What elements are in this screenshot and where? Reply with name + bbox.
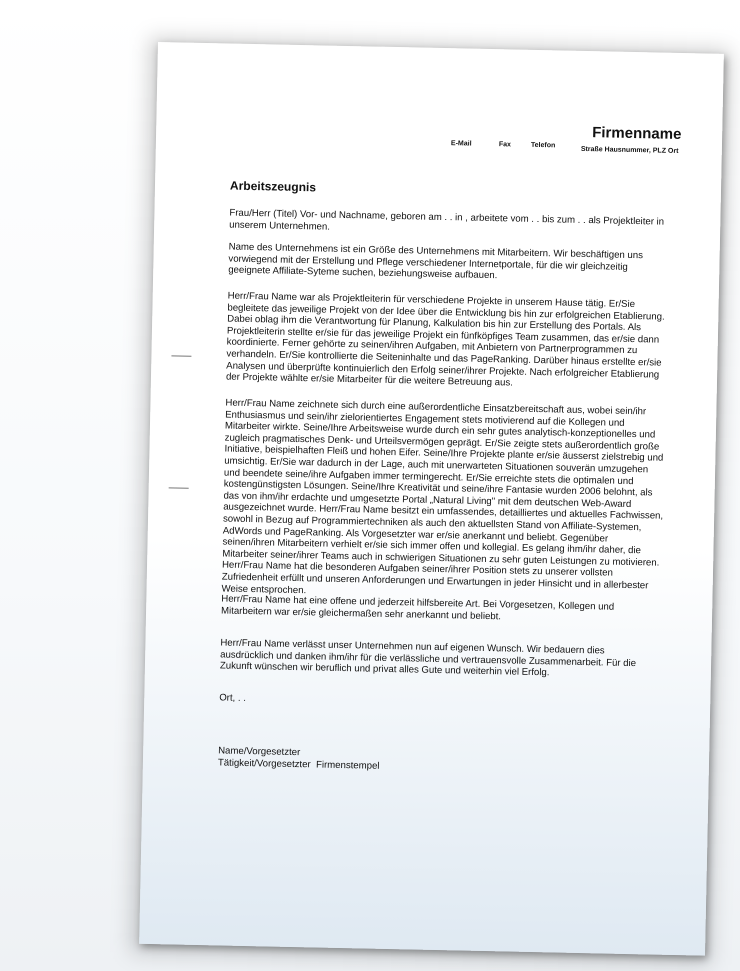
paragraph-text: Herr/Frau Name verlässt unser Unternehmen nun auf eigenen Wunsch. Wir bedauern dies ausdrücklich und danken ihm/ihr für die verlässliche und vertrauensvolle Zusammenarbeit. Für die Zukunft wünschen wir beruflich und privat alles Gute und weiterhin viel Erfolg.	[219, 637, 637, 679]
email-label: E-Mail	[450, 140, 472, 148]
phone-label: Telefon	[530, 141, 556, 150]
paragraph-intro	[229, 208, 669, 240]
signature-name: Name/Vorgesetzter	[218, 745, 301, 759]
document-page	[139, 42, 724, 956]
place-date	[219, 692, 659, 713]
paragraph-closing	[220, 637, 661, 681]
document-title: Arbeitszeugnis	[229, 178, 317, 195]
paragraph-text: Name des Unternehmens ist ein Größe des Unternehmens mit Mitarbeitern. Wir beschäftigen uns vorwiegend mit der Erstellung und Pflege verschiedener Internetportale, für die wir gleichzeitig geeignete Affiliate-Syteme suchen, beziehungsweise aufbauen.	[228, 241, 644, 282]
company-name: Firmenname	[592, 124, 682, 143]
paragraph-text: Frau/Herr (Titel) Vor- und Nachname, geboren am . . in , arbeitete vom . . bis zum . . als Projektleiter in unserem Unternehmen.	[229, 207, 665, 233]
paragraph-text: Herr/Frau Name war als Projektleiterin für verschiedene Projekte in unserem Hause tätig. Er/Sie begleitete das jeweilige Projekt von der Idee über die Entwicklung bis hin zur erfolgreichen Etablierung. Dabei oblag ihm die Verantwortung für Planung, Kalkulation bis hin zur Erstellung des Portals. Als Projektleiterin stellte er/sie für das jeweilige Projekt ein fünfköpfiges Team zusammen, das er/sie dann koordinierte. Ferner gehörte zu seinen/ihren Aufgaben, mit Anbietern von Partnerprogrammen zu verhandeln. Er/Sie kontrollierte die Seiteninhalte und das PageRanking. Darüber hinaus erstellte er/sie Analysen und überprüfte kontinuierlich den Erfolg seiner/ihrer Projekte. Nach erfolgreicher Etablierung der Projekte wählte er/sie Mitarbeiter für die weitere Betreuung aus.	[225, 290, 665, 389]
signature-block	[218, 745, 658, 778]
paragraph-text: Herr/Frau Name zeichnete sich durch eine außerordentliche Einsatzbereitschaft aus, wobei sein/ihr Enthusiasmus und sein/ihr zielorientiertes Engagement stets motivierend auf die Kollegen und Mitarbeiter wirkte. Seine/Ihre Arbeitsweise wurde durch ein sehr gutes analytisch-konzeptionelles und zugleich pragmatisches Denk- und Urteilsvermögen geprägt. Er/Sie zeigte stets außerordentlich große Initiative, beispielhaften Fleiß und hohen Eifer. Seine/Ihre Projekte plante er/sie äusserst zielstrebig und umsichtig. Er/Sie war dadurch in der Lage, auch mit unerwarteten Situationen souverän umzugehen und beendete seine/ihre Aufgaben immer termingerecht. Er/Sie erreichte stets die optimalen und kostengünstigsten Lösungen. Seine/Ihre Kreativität und seine/ihre Fantasie wurden 2006 belohnt, als das von ihm/ihr erdachte und umgesetzte Portal „Natural Living" mit dem deutschen Web-Award ausgezeichnet wurde. Herr/Frau Name besitzt ein umfassendes, detailliertes und aktuelles Fachwissen, sowohl in Bezug auf Programmiertechniken als auch den aktuellsten Stand von Affiliate-Systemen, AdWords und PageRanking. Als Vorgesetzter war er/sie anerkannt und beliebt. Gegenüber seinen/ihren Mitarbeitern verhielt er/sie sich immer offen und kollegial. Es gelang ihm/ihr daher, die Mitarbeiter seiner/ihrer Teams auch in schwierigen Situationen zu sehr guten Leistungen zu motivieren. Herr/Frau Name hat die besonderen Aufgaben seiner/ihrer Position stets zu unserer vollsten Zufriedenheit erfüllt und unseren Anforderungen und Erwartungen in jeder Hinsicht und in allerbester Weise entsprochen.	[221, 397, 664, 596]
paragraph-text: Herr/Frau Name hat eine offene und jederzeit hilfsbereite Art. Bei Vorgesetzen, Kollegen und Mitarbeitern war er/sie gleichermaßen sehr anerkannt und beliebt.	[220, 593, 615, 622]
fold-mark-top	[171, 355, 191, 356]
company-stamp: Firmenstempel	[315, 759, 380, 772]
fold-mark-bottom	[169, 487, 189, 488]
signature-role: Tätigkeit/Vorgesetzter	[217, 757, 311, 771]
paragraph-duties	[226, 291, 668, 393]
place-date-text: Ort, . .	[219, 692, 247, 704]
fax-label: Fax	[498, 141, 512, 149]
company-address: Straße Hausnummer, PLZ Ort	[580, 145, 679, 155]
paragraph-company	[228, 242, 669, 286]
paragraph-performance	[221, 397, 665, 603]
